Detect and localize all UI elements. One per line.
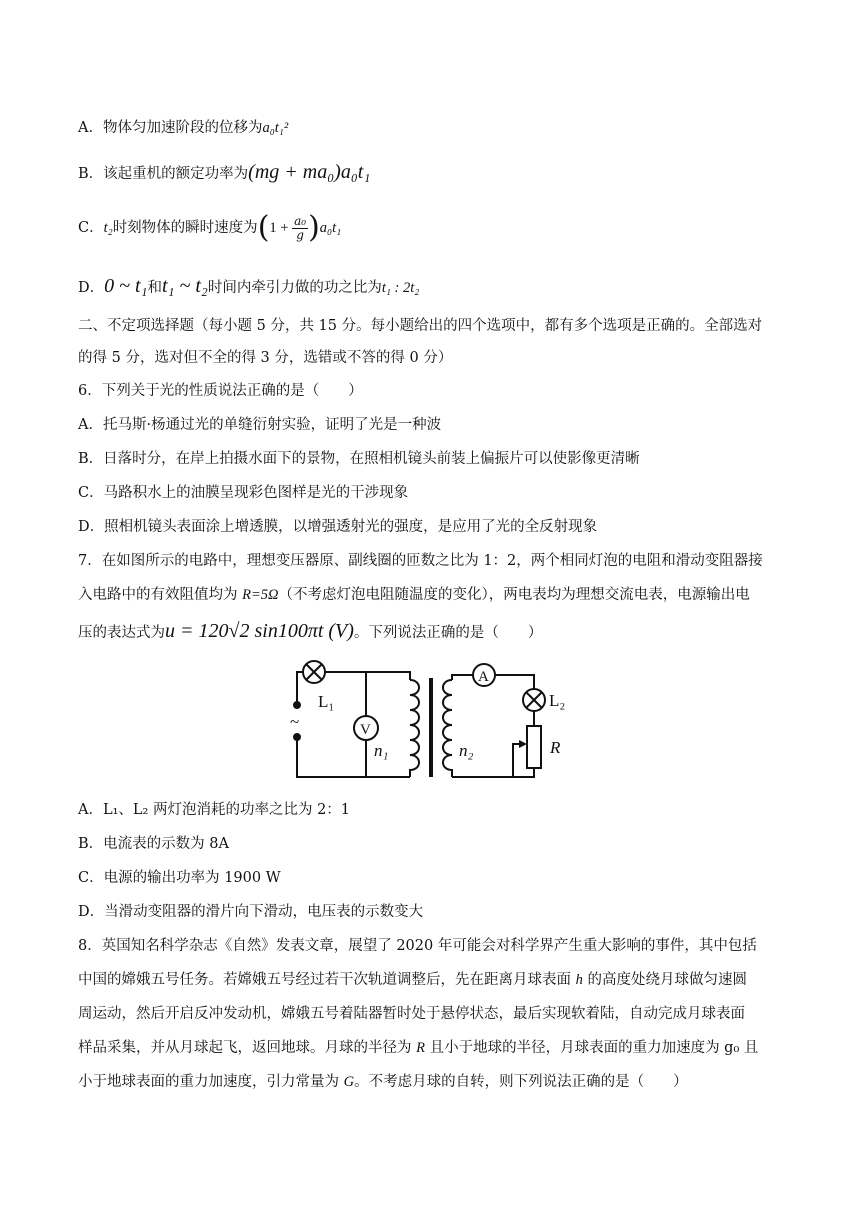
q5-option-d-range1: 0 ~ t₁ <box>104 275 148 297</box>
q5-option-a-label: A．物体匀加速阶段的位移为 <box>78 120 263 136</box>
q7-stem-text: 压的表达式为 <box>78 625 165 641</box>
wire <box>297 737 410 777</box>
slider-wire <box>513 744 523 777</box>
q8-stem-text: 。不考虑月球的自转，则下列说法正确的是（ ） <box>354 1074 688 1090</box>
q8-stem-line4 <box>78 1038 758 1058</box>
rheostat-label: R <box>550 738 561 757</box>
q7-option-c: C．电源的输出功率为 1900 W <box>78 870 281 886</box>
q7-stem-line3 <box>78 621 542 643</box>
ac-source-symbol: ~ <box>290 712 300 731</box>
source-terminal <box>294 734 300 740</box>
q6-stem: 6．下列关于光的性质说法正确的是（ ） <box>78 383 363 399</box>
wire <box>495 675 534 689</box>
q8-stem-line2 <box>78 970 747 990</box>
q7-option-d: D．当滑动变阻器的滑片向下滑动，电压表的示数变大 <box>78 904 424 920</box>
q7-stem-text: （不考虑灯泡电阻随温度的变化），两电表均为理想交流电表，电源输出电 <box>278 587 750 603</box>
q5-option-d-label: D． <box>78 280 105 296</box>
q5-option-b <box>78 162 370 184</box>
source-terminal <box>294 702 300 708</box>
n1-label: n₁ <box>374 741 389 760</box>
wire <box>452 768 534 777</box>
voltmeter-label: V <box>360 722 371 738</box>
section2-heading-line2: 的得 5 分，选对但不全的得 3 分，选错或不答的得 0 分） <box>78 350 453 366</box>
q7-stem-text: 。下列说法正确的是（ ） <box>353 625 543 641</box>
q7-resistance-value: R=5Ω <box>242 587 279 603</box>
q5-option-a <box>78 118 288 138</box>
q5-option-c-fraction <box>292 215 308 242</box>
ammeter-label: A <box>478 669 489 685</box>
q7-option-a: A．L₁、L₂ 两灯泡消耗的功率之比为 2：1 <box>78 802 351 818</box>
primary-coil <box>410 680 419 777</box>
q6-option-b: B．日落时分，在岸上拍摄水面下的景物，在照相机镜头前装上偏振片可以使影像更清晰 <box>78 451 640 467</box>
q5-option-c-mid: 时刻物体的瞬时速度为 <box>112 220 258 236</box>
q6-option-c: C．马路积水上的油膜呈现彩色图样是光的干涉现象 <box>78 485 409 501</box>
q8-gravitational-constant: G <box>343 1074 355 1090</box>
q7-stem-line1: 7．在如图所示的电路中，理想变压器原、副线圈的匝数之比为 1：2，两个相同灯泡的电阻和滑动变阻器接 <box>78 553 763 569</box>
q8-stem-text: 且小于地球的半径，月球表面的重力加速度为 g₀ 且 <box>424 1040 759 1056</box>
wire <box>297 672 303 705</box>
wire <box>325 672 410 680</box>
wire <box>452 675 473 680</box>
q8-stem-text: 中国的嫦娥五号任务。若嫦娥五号经过若干次轨道调整后，先在距离月球表面 <box>78 972 576 988</box>
q5-option-c: C．t₂时刻物体的瞬时速度为(1 + $\frac{\text{a₀}}{g}$ )a₀t₁ <box>78 210 342 245</box>
q5-option-d-mid: 时间内牵引力做的功之比为 <box>207 280 382 296</box>
fraction-numerator: a₀ <box>294 213 307 228</box>
secondary-coil <box>443 680 452 777</box>
q5-option-c-label: C． <box>78 220 104 236</box>
lamp-l1-label: L₁ <box>318 692 335 711</box>
transformer-circuit-diagram <box>285 660 575 785</box>
q8-radius-symbol: R <box>416 1040 425 1056</box>
q5-option-c-tail: a₀t₁ <box>319 220 342 236</box>
fraction-denominator: g <box>296 227 304 242</box>
q7-stem-text: 入电路中的有效阻值均为 <box>78 587 243 603</box>
q6-option-a: A．托马斯·杨通过光的单缝衍射实验，证明了光是一种波 <box>78 417 442 433</box>
q5-option-d-range2: t₁ ~ t₂ <box>161 275 208 297</box>
q8-height-symbol: h <box>575 972 583 988</box>
q5-option-b-expr: (mg + ma₀)a₀t₁ <box>248 161 371 183</box>
q8-stem-text: 样品采集，并从月球起飞，返回地球。月球的半径为 <box>78 1040 417 1056</box>
q7-option-b: B．电流表的示数为 8A <box>78 836 229 852</box>
n2-label: n₂ <box>459 741 474 760</box>
q5-option-d-ratio: t₁ : 2t₂ <box>381 280 420 296</box>
q7-voltage-expression: u = 120√2 sin100πt (V) <box>165 620 354 642</box>
q8-stem-text: 小于地球表面的重力加速度，引力常量为 <box>78 1074 344 1090</box>
section2-heading-line1: 二、不定项选择题（每小题 5 分，共 15 分。每小题给出的四个选项中，都有多个选项是正确的。全部选对 <box>78 318 763 334</box>
q8-stem-line5 <box>78 1072 688 1092</box>
q8-stem-text: 的高度处绕月球做匀速圆 <box>582 972 747 988</box>
rheostat <box>527 726 541 768</box>
q5-option-d <box>78 276 419 298</box>
slider-arrow <box>519 740 527 748</box>
q6-option-d: D．照相机镜头表面涂上增透膜，以增强透射光的强度，是应用了光的全反射现象 <box>78 519 598 535</box>
q5-option-b-label: B．该起重机的额定功率为 <box>78 166 249 182</box>
q5-option-c-t2: t₂ <box>103 220 113 236</box>
lamp-l2-label: L₂ <box>549 691 566 710</box>
q8-stem-line1: 8．英国知名科学杂志《自然》发表文章，展望了 2020 年可能会对科学界产生重大影响的事件，其中包括 <box>78 938 757 954</box>
q8-stem-line3: 周运动，然后开启反冲发动机，嫦娥五号着陆器暂时处于悬停状态，最后实现软着陆，自动完成月球表面 <box>78 1006 745 1022</box>
q5-option-a-expr: a₀t₁² <box>262 120 289 136</box>
q7-stem-line2 <box>78 585 750 605</box>
q5-option-d-and: 和 <box>147 280 162 296</box>
